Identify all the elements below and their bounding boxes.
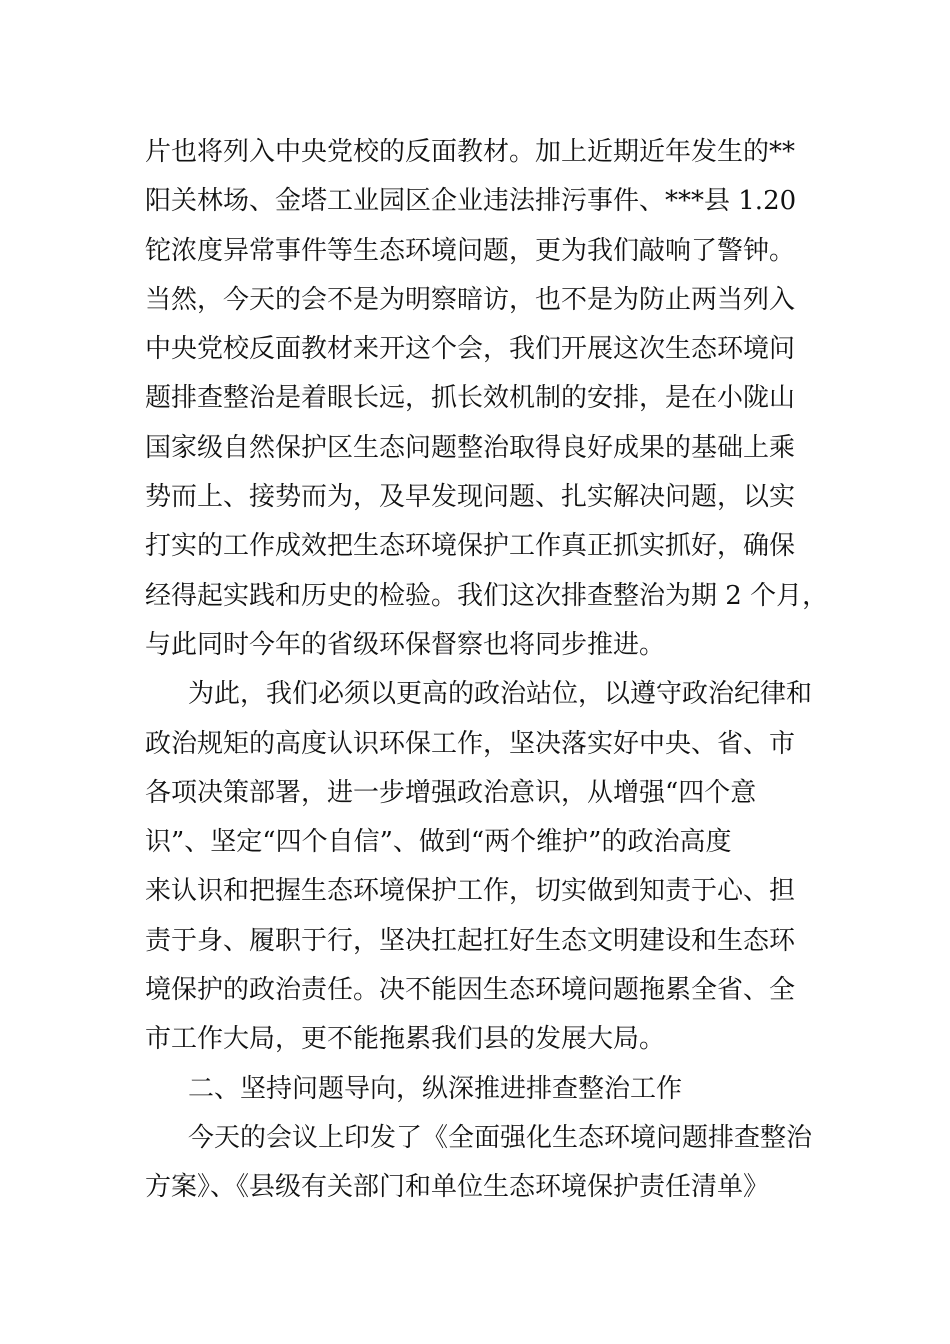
text-line: 境保护的政治责任。决不能因生态环境问题拖累全省、全 [145,975,796,1006]
text-line: 当然，今天的会不是为明察暗访，也不是为防止两当列入 [145,284,796,315]
text-line: 与此同时今年的省级环保督察也将同步推进。 [145,629,666,660]
text-line: 市工作大局，更不能拖累我们县的发展大局。 [145,1024,666,1055]
paragraph-start-line: 今天的会议上印发了《全面强化生态环境问题排查整治 [188,1122,813,1153]
section-heading: 二、坚持问题导向，纵深推进排查整治工作 [188,1073,683,1104]
paragraph-start-line: 为此，我们必须以更高的政治站位，以遵守政治纪律和 [188,679,813,710]
text-line: 中央党校反面教材来开这个会，我们开展这次生态环境问 [145,334,796,365]
text-line: 方案》、《县级有关部门和单位生态环境保护责任清单》 [145,1172,770,1203]
text-line: 国家级自然保护区生态问题整治取得良好成果的基础上乘 [145,432,796,463]
text-line: 经得起实践和历史的检验。我们这次排查整治为期 2 个月， [145,580,829,611]
text-line: 势而上、接势而为，及早发现问题、扎实解决问题，以实 [145,482,796,513]
text-line: 铊浓度异常事件等生态环境问题，更为我们敲响了警钟。 [145,235,796,266]
text-line: 责于身、履职于行，坚决扛起扛好生态文明建设和生态环 [145,925,796,956]
text-line: 政治规矩的高度认识环保工作，坚决落实好中央、省、市 [145,728,796,759]
text-line: 各项决策部署，进一步增强政治意识，从增强“四个意 [145,777,757,808]
text-line: 片也将列入中央党校的反面教材。加上近期近年发生的** [145,137,796,167]
text-line: 识”、坚定“四个自信”、做到“两个维护”的政治高度 [145,827,732,858]
text-line: 题排查整治是着眼长远，抓长效机制的安排，是在小陇山 [145,383,796,414]
text-line: 阳关林场、金塔工业园区企业违法排污事件、***县 1.20 [145,186,797,217]
text-line: 打实的工作成效把生态环境保护工作真正抓实抓好，确保 [145,531,796,562]
text-line: 来认识和把握生态环境保护工作，切实做到知责于心、担 [145,876,796,907]
document-body [145,128,829,1213]
